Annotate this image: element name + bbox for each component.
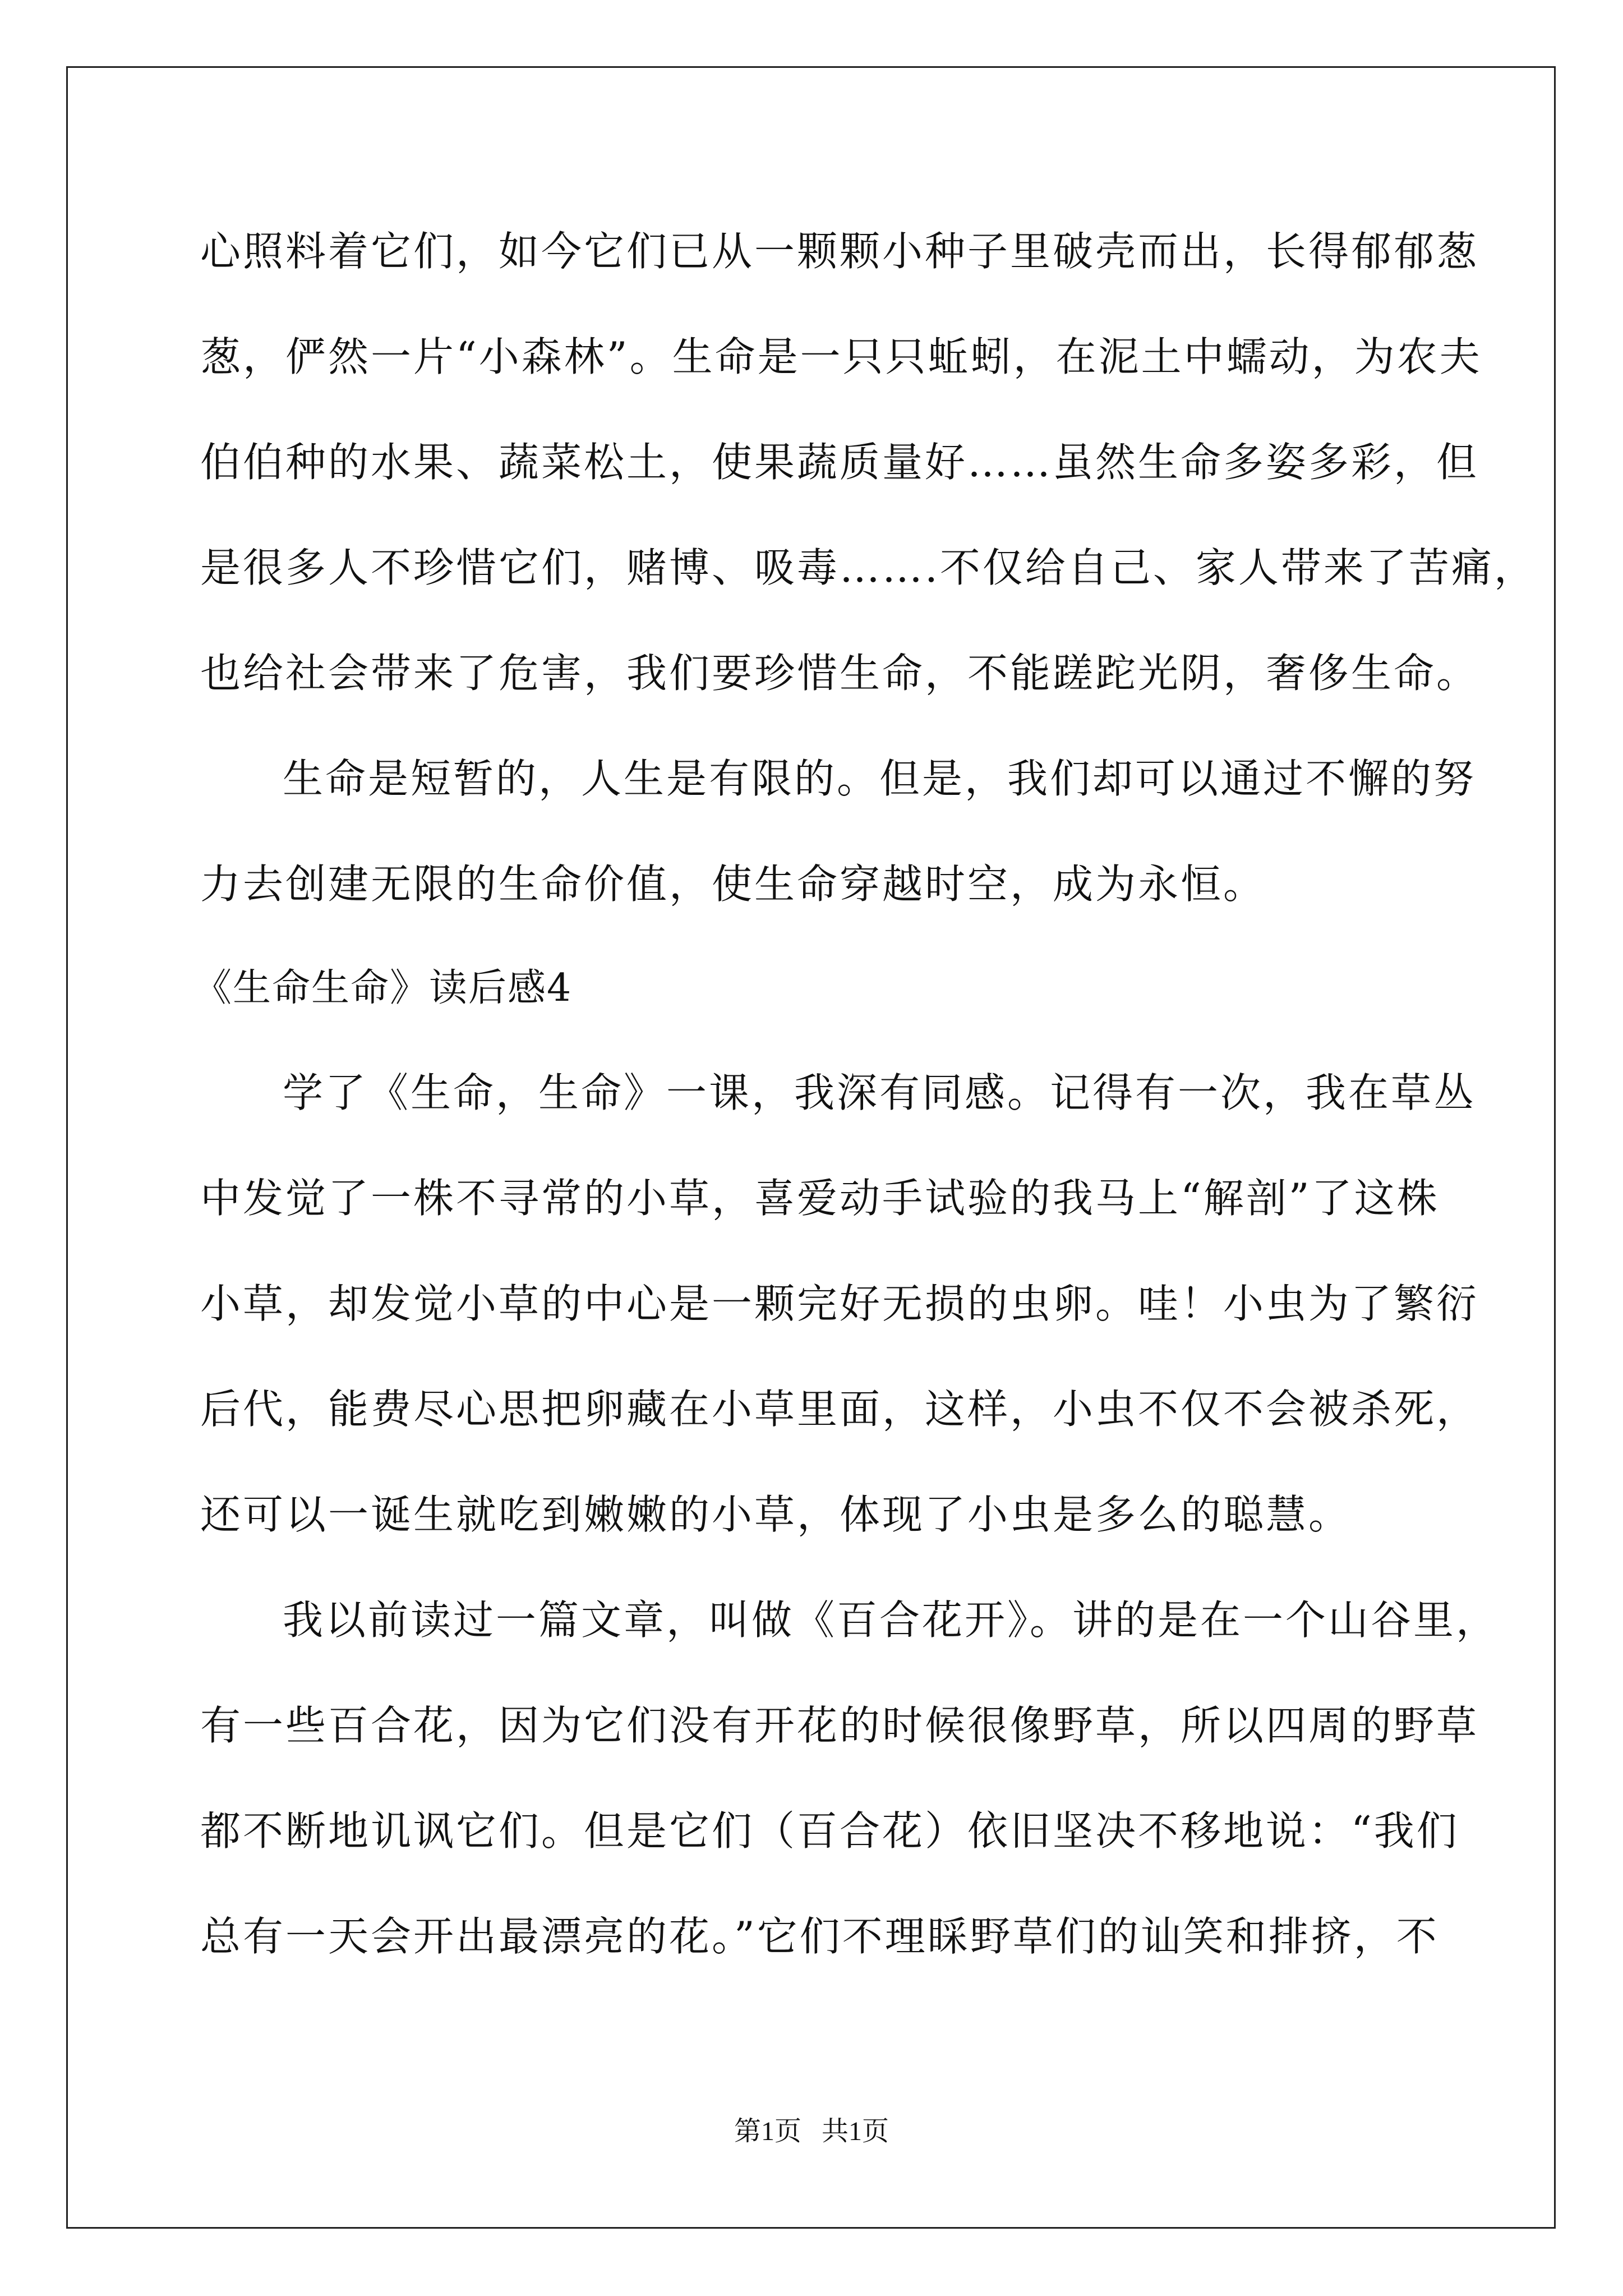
paragraph-1-line-4: 是很多人不珍惜它们，赌博、吸毒…….不仅给自己、家人带来了苦痛， — [200, 544, 1537, 591]
paragraph-3-line-1: 学了《生命，生命》一课，我深有同感。记得有一次，我在草丛 — [283, 1069, 1477, 1116]
paragraph-1-line-1: 心照料着它们，如今它们已从一颗颗小种子里破壳而出，长得郁郁葱 — [200, 228, 1479, 275]
paragraph-3-line-4: 后代，能费尽心思把卵藏在小草里面，这样，小虫不仅不会被杀死， — [200, 1386, 1479, 1433]
paragraph-3-line-3: 小草，却发觉小草的中心是一颗完好无损的虫卵。哇！小虫为了繁衍 — [200, 1280, 1479, 1327]
paragraph-1-line-3: 伯伯种的水果、蔬菜松土，使果蔬质量好……虽然生命多姿多彩，但 — [200, 439, 1479, 486]
paragraph-4-line-4: 总有一天会开出最漂亮的花。”它们不理睬野草们的讪笑和排挤，不 — [200, 1913, 1439, 1960]
paragraph-4-line-3: 都不断地讥讽它们。但是它们（百合花）依旧坚决不移地说：“我们 — [200, 1807, 1459, 1855]
paragraph-2-line-1: 生命是短暂的，人生是有限的。但是，我们却可以通过不懈的努 — [283, 755, 1477, 802]
paragraph-1-line-5: 也给社会带来了危害，我们要珍惜生命，不能蹉跎光阴，奢侈生命。 — [200, 650, 1479, 697]
paragraph-1-line-2: 葱，俨然一片“小森林”。生命是一只只蚯蚓，在泥土中蠕动，为农夫 — [200, 333, 1482, 380]
paragraph-2-line-2: 力去创建无限的生命价值，使生命穿越时空，成为永恒。 — [200, 861, 1266, 908]
paragraph-4-line-1: 我以前读过一篇文章，叫做《百合花开》。讲的是在一个山谷里， — [283, 1596, 1499, 1644]
page-footer: 第1页 共1页 — [734, 2116, 889, 2146]
section-heading: 《生命生命》读后感4 — [193, 966, 573, 1010]
page-border — [66, 66, 1556, 2229]
paragraph-3-line-2: 中发觉了一株不寻常的小草，喜爱动手试验的我马上“解剖”了这株 — [200, 1175, 1440, 1222]
paragraph-3-line-5: 还可以一诞生就吃到嫩嫩的小草，体现了小虫是多么的聪慧。 — [200, 1491, 1352, 1538]
paragraph-4-line-2: 有一些百合花，因为它们没有开花的时候很像野草，所以四周的野草 — [200, 1702, 1479, 1749]
